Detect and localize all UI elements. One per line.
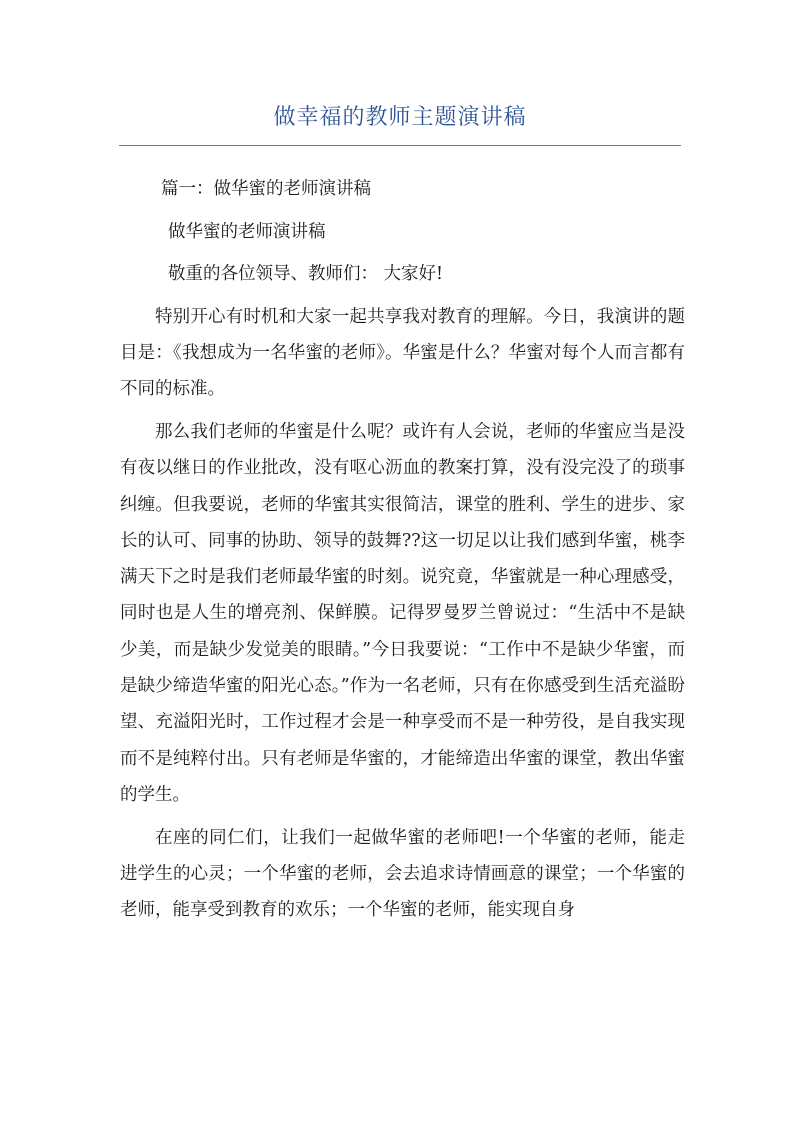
paragraph: 特别开心有时机和大家一起共享我对教育的理解。今日，我演讲的题目是：《我想成为一名华蜜的老师》。华蜜是什么？华蜜对每个人而言都有不同的标准。	[120, 306, 685, 400]
title-underline	[119, 145, 681, 146]
paragraph: 那么我们老师的华蜜是什么呢？或许有人会说，老师的华蜜应当是没有夜以继日的作业批改，没有呕心沥血的教案打算，没有没完没了的琐事纠缠。但我要说，老师的华蜜其实很简洁，课堂的胜利、学生的进步、家长的认可、同事的协助、领导的鼓舞??这一切足以让我们感到华蜜，桃李满天下之时是我们老师最华蜜的时刻。说究竟，华蜜就是一种心理感受，同时也是人生的增亮剂、保鲜膜。记得罗曼罗兰曾说过：“生活中不是缺少美，而是缺少发觉美的眼睛。”今日我要说：“工作中不是缺少华蜜，而是缺少缔造华蜜的阳光心态。”作为一名老师，只有在你感受到生活充溢盼望、充溢阳光时，工作过程才会是一种享受而不是一种劳役，是自我实现而不是纯粹付出。只有老师是华蜜的，才能缔造出华蜜的课堂，教出华蜜的学生。	[120, 421, 685, 805]
greeting-line: 敬重的各位领导、教师们： 大家好!	[168, 264, 444, 285]
section-heading: 篇一：做华蜜的老师演讲稿	[161, 179, 371, 199]
document-body	[120, 171, 685, 928]
speech-title: 做华蜜的老师演讲稿	[168, 221, 326, 242]
paragraph: 在座的同仁们，让我们一起做华蜜的老师吧!一个华蜜的老师，能走进学生的心灵；一个华蜜的老师，会去追求诗情画意的课堂；一个华蜜的老师，能享受到教育的欢乐；一个华蜜的老师，能实现自身	[120, 827, 685, 921]
document-title: 做幸福的教师主题演讲稿	[273, 105, 527, 130]
